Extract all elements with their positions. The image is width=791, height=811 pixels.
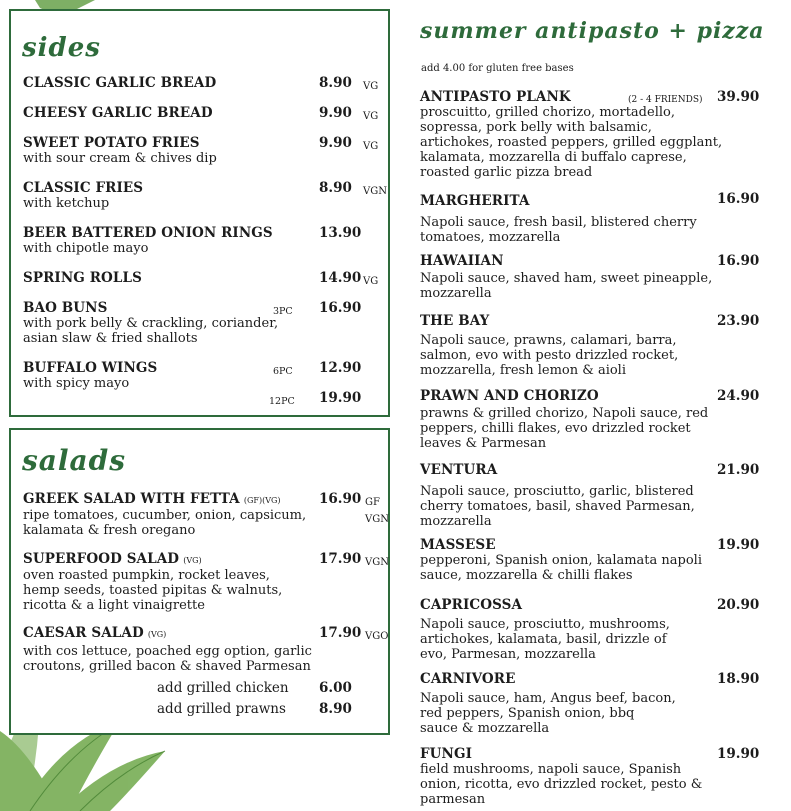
menu-item bbox=[420, 389, 760, 451]
item-name: BAO BUNS bbox=[23, 300, 108, 316]
item-description: proscuitto, grilled chorizo, mortadello, bbox=[420, 105, 675, 120]
item-name: FUNGI bbox=[420, 746, 473, 762]
item-description: parmesan bbox=[420, 792, 486, 807]
item-description: hemp seeds, toasted pipitas & walnuts, bbox=[23, 583, 283, 598]
item-price: 8.90 bbox=[319, 180, 352, 196]
item-description: Napoli sauce, ham, Angus beef, bacon, bbox=[420, 691, 676, 706]
addon-price: 6.00 bbox=[319, 680, 352, 696]
item-price: 19.90 bbox=[717, 537, 760, 553]
menu-item bbox=[23, 76, 387, 91]
item-name: GREEK SALAD WITH FETTA bbox=[23, 491, 240, 507]
item-description: asian slaw & fried shallots bbox=[23, 331, 198, 346]
item-price: 13.90 bbox=[319, 225, 362, 241]
addon-price: 8.90 bbox=[319, 701, 352, 717]
item-name: BUFFALO WINGS bbox=[23, 360, 158, 376]
salads-section bbox=[9, 428, 390, 735]
item-name: CLASSIC FRIES bbox=[23, 180, 144, 196]
item-name: SPRING ROLLS bbox=[23, 270, 142, 286]
item-name: CAESAR SALAD bbox=[23, 625, 144, 641]
item-description: cherry tomatoes, basil, shaved Parmesan, bbox=[420, 499, 695, 514]
item-description: evo, Parmesan, mozzarella bbox=[420, 647, 596, 662]
menu-item bbox=[23, 301, 387, 346]
item-description: red peppers, Spanish onion, bbq bbox=[420, 706, 635, 721]
item-description: roasted garlic pizza bread bbox=[420, 165, 593, 180]
item-description: kalamata, mozzarella di buffalo caprese, bbox=[420, 150, 687, 165]
item-description: sauce, mozzarella & chilli flakes bbox=[420, 568, 633, 583]
item-description: Napoli sauce, prosciutto, garlic, blistered bbox=[420, 484, 694, 499]
diet-tag: VG bbox=[363, 81, 379, 92]
item-price: 19.90 bbox=[319, 390, 362, 406]
menu-item bbox=[420, 254, 760, 301]
item-price: 9.90 bbox=[319, 105, 352, 121]
item-description: with chipotle mayo bbox=[23, 241, 149, 256]
item-name: CLASSIC GARLIC BREAD bbox=[23, 75, 217, 91]
menu-item bbox=[420, 90, 760, 180]
item-description: ripe tomatoes, cucumber, onion, capsicum, bbox=[23, 508, 307, 523]
diet-tag: VGN bbox=[363, 186, 387, 197]
menu-item bbox=[23, 106, 387, 121]
item-description: sopressa, pork belly with balsamic, bbox=[420, 120, 652, 135]
item-description: with pork belly & crackling, coriander, bbox=[23, 316, 279, 331]
item-description: field mushrooms, napoli sauce, Spanish bbox=[420, 762, 682, 777]
item-name: SWEET POTATO FRIES bbox=[23, 135, 200, 151]
diet-tag: VGN bbox=[365, 557, 389, 568]
item-description: sauce & mozzarella bbox=[420, 721, 550, 736]
menu-item bbox=[420, 747, 760, 807]
diet-tag: VGN bbox=[365, 514, 389, 525]
item-description: ricotta & a light vinaigrette bbox=[23, 598, 205, 613]
item-name: CHEESY GARLIC BREAD bbox=[23, 105, 213, 121]
item-description: mozzarella, fresh lemon & aioli bbox=[420, 363, 627, 378]
menu-item bbox=[420, 191, 760, 245]
item-price: 39.90 bbox=[717, 89, 760, 105]
item-price: 8.90 bbox=[319, 75, 352, 91]
serving-note: (2 - 4 FRIENDS) bbox=[628, 95, 703, 105]
item-description: oven roasted pumpkin, rocket leaves, bbox=[23, 568, 270, 583]
item-name: THE BAY bbox=[420, 313, 490, 329]
piece-count: 3PC bbox=[273, 306, 293, 317]
item-description: peppers, chilli flakes, evo drizzled rocket bbox=[420, 421, 691, 436]
diet-tag: VG bbox=[363, 141, 379, 152]
item-description: artichokes, kalamata, basil, drizzle of bbox=[420, 632, 667, 647]
item-price: 16.90 bbox=[319, 300, 362, 316]
item-price: 16.90 bbox=[717, 191, 760, 207]
item-name: BEER BATTERED ONION RINGS bbox=[23, 225, 273, 241]
diet-tag: (VG) bbox=[183, 556, 202, 565]
item-price: 17.90 bbox=[319, 625, 362, 641]
item-price: 21.90 bbox=[717, 462, 760, 478]
item-description: with cos lettuce, poached egg option, garlic bbox=[23, 644, 312, 659]
diet-tag: (GF)(VG) bbox=[243, 496, 281, 505]
diet-tag: VG bbox=[363, 111, 379, 122]
menu-item bbox=[420, 314, 760, 378]
item-description: artichokes, roasted peppers, grilled eggplant, bbox=[420, 135, 723, 150]
item-name: HAWAIIAN bbox=[420, 253, 504, 269]
addon-label: add grilled chicken bbox=[157, 680, 289, 696]
section-title: sides bbox=[22, 33, 101, 63]
item-name: VENTURA bbox=[420, 462, 498, 478]
item-price: 17.90 bbox=[319, 551, 362, 567]
item-description: croutons, grilled bacon & shaved Parmesan bbox=[23, 659, 311, 674]
item-name: MASSESE bbox=[420, 537, 496, 553]
menu-item bbox=[420, 538, 760, 583]
diet-tag: VG bbox=[363, 276, 379, 287]
item-name: ANTIPASTO PLANK bbox=[420, 89, 571, 105]
item-price: 9.90 bbox=[319, 135, 352, 151]
item-name: CAPRICOSSA bbox=[420, 597, 523, 613]
item-description: mozzarella bbox=[420, 286, 492, 301]
menu-item bbox=[23, 626, 387, 674]
item-description: pepperoni, Spanish onion, kalamata napoli bbox=[420, 553, 703, 568]
menu-item bbox=[420, 598, 760, 662]
item-description: Napoli sauce, shaved ham, sweet pineapple, bbox=[420, 271, 713, 286]
item-description: prawns & grilled chorizo, Napoli sauce, red bbox=[420, 406, 709, 421]
item-description: Napoli sauce, prosciutto, mushrooms, bbox=[420, 617, 670, 632]
menu-item bbox=[23, 271, 387, 286]
menu-item bbox=[23, 136, 387, 166]
item-name: MARGHERITA bbox=[420, 193, 530, 209]
item-name: CARNIVORE bbox=[420, 671, 516, 687]
menu-item bbox=[420, 672, 760, 736]
item-description: tomatoes, mozzarella bbox=[420, 230, 561, 245]
item-description: Napoli sauce, fresh basil, blistered cherry bbox=[420, 215, 697, 230]
menu-item bbox=[23, 552, 387, 613]
item-description: with ketchup bbox=[23, 196, 110, 211]
menu-item bbox=[23, 181, 387, 211]
section-title: salads bbox=[22, 444, 127, 477]
item-name: SUPERFOOD SALAD bbox=[23, 551, 180, 567]
menu-item bbox=[23, 492, 387, 538]
item-description: onion, ricotta, evo drizzled rocket, pesto & bbox=[420, 777, 703, 792]
item-description: with spicy mayo bbox=[23, 376, 130, 391]
item-description: mozzarella bbox=[420, 514, 492, 529]
item-description: Napoli sauce, prawns, calamari, barra, bbox=[420, 333, 677, 348]
menu-item bbox=[23, 226, 387, 256]
item-price: 16.90 bbox=[717, 253, 760, 269]
diet-tag: GF bbox=[365, 497, 380, 508]
menu-item bbox=[420, 463, 760, 529]
diet-tag: VGO bbox=[365, 631, 389, 642]
item-name: PRAWN AND CHORIZO bbox=[420, 388, 599, 404]
piece-count: 6PC bbox=[273, 366, 293, 377]
menu-item bbox=[23, 360, 387, 407]
diet-tag: (VG) bbox=[147, 630, 167, 639]
item-price: 14.90 bbox=[319, 270, 362, 286]
sides-section bbox=[9, 9, 390, 417]
item-price: 12.90 bbox=[319, 360, 362, 376]
item-price: 20.90 bbox=[717, 597, 760, 613]
item-description: leaves & Parmesan bbox=[420, 436, 547, 451]
item-description: with sour cream & chives dip bbox=[23, 151, 217, 166]
item-description: salmon, evo with pesto drizzled rocket, bbox=[420, 348, 679, 363]
item-price: 24.90 bbox=[717, 388, 760, 404]
piece-count: 12PC bbox=[269, 396, 295, 407]
addon-label: add grilled prawns bbox=[157, 701, 286, 717]
item-price: 19.90 bbox=[717, 746, 760, 762]
section-title: summer antipasto + pizza bbox=[420, 18, 765, 44]
gluten-free-note: add 4.00 for gluten free bases bbox=[421, 63, 574, 74]
item-price: 18.90 bbox=[717, 671, 760, 687]
item-description: kalamata & fresh oregano bbox=[23, 523, 196, 538]
item-price: 23.90 bbox=[717, 313, 760, 329]
item-price: 16.90 bbox=[319, 491, 362, 507]
